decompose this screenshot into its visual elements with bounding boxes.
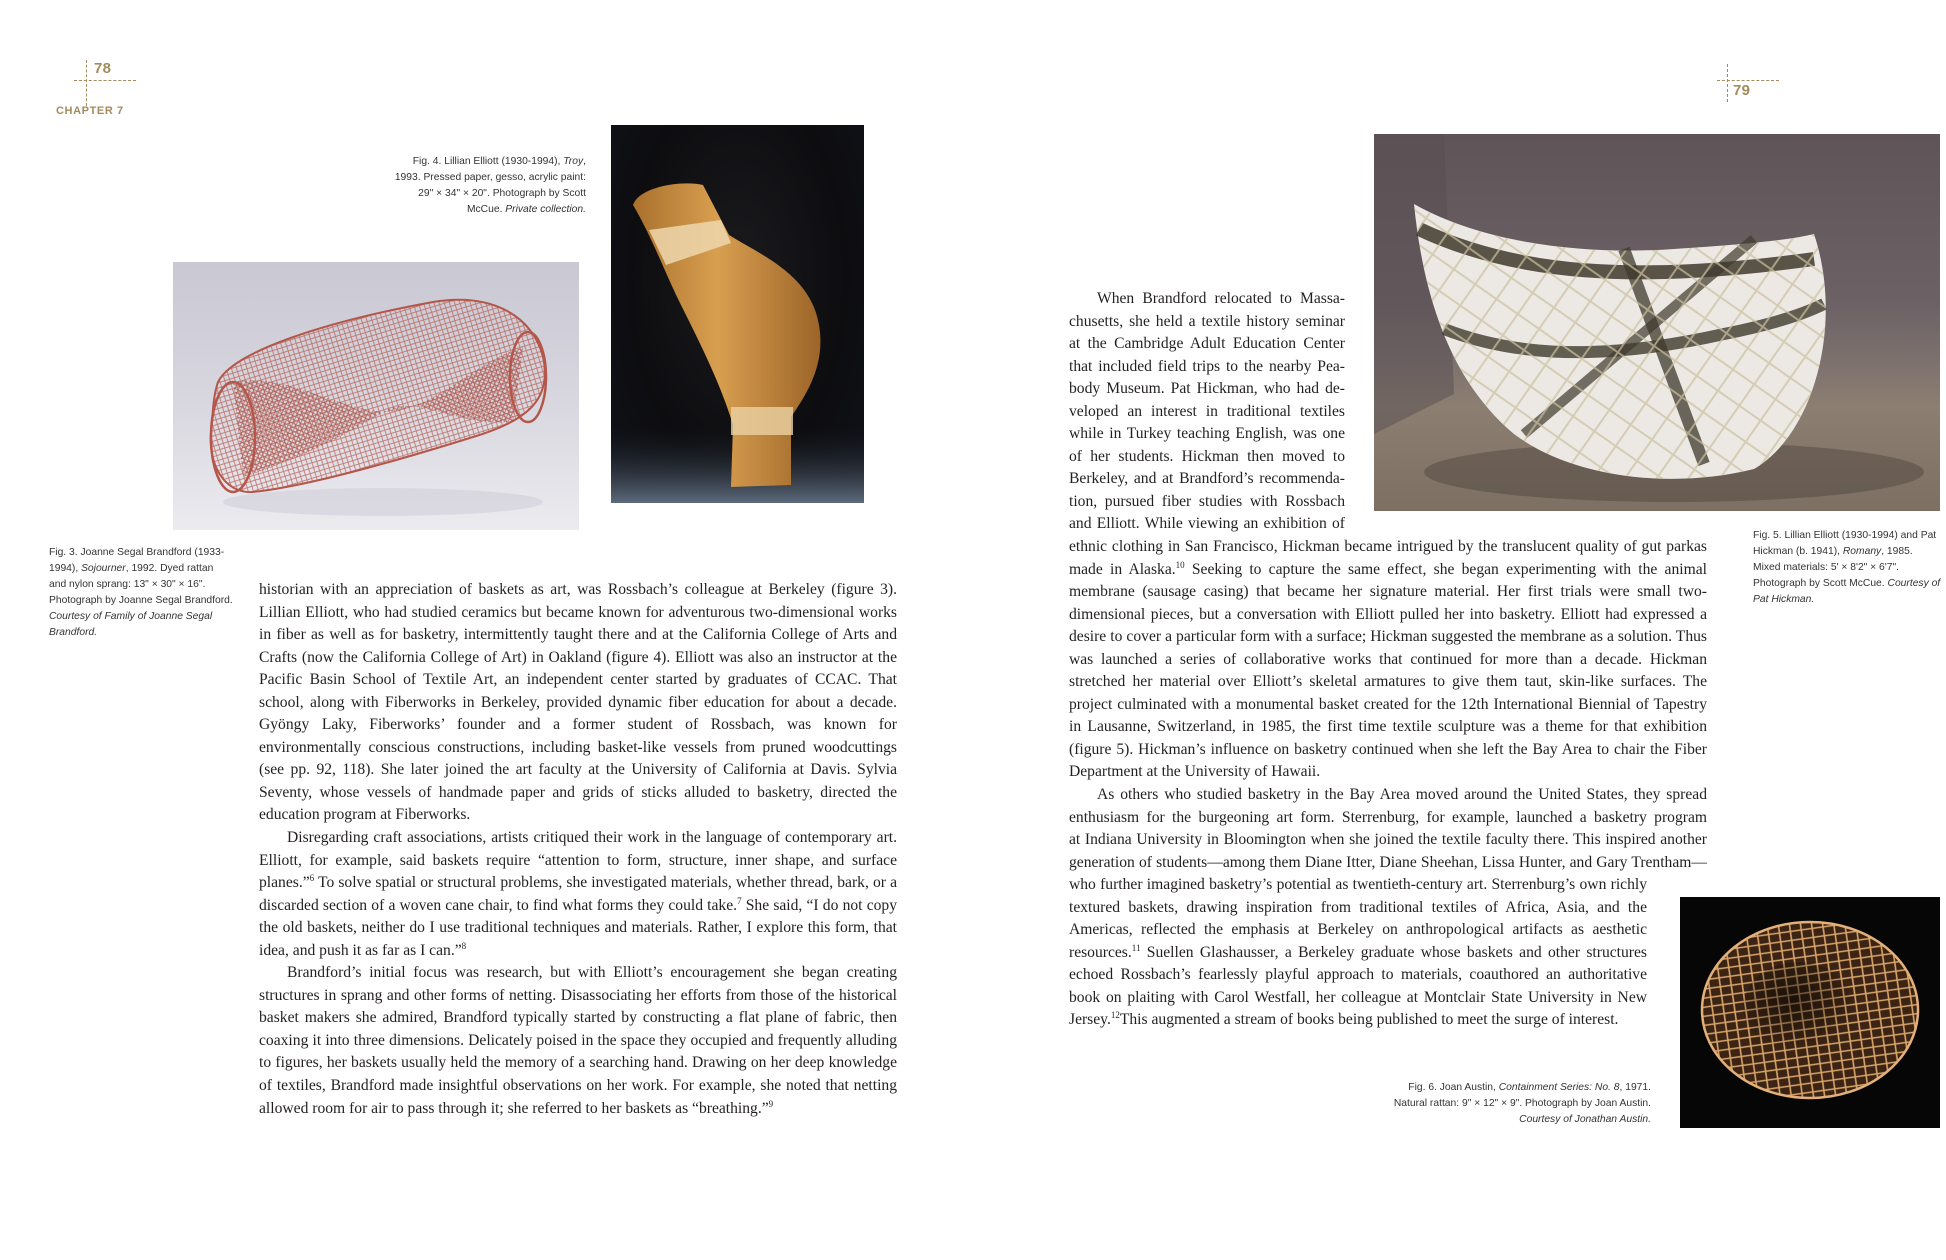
- body-paragraph: ethnic clothing in San Francisco, Hickman became intrigued by the translucent quality of gut parkas made in Alaska.$^{10}$ Seeking to capture the same effect, she began experimenting with the animal membrane (sausage casing) that became her signature material. Her first trials were small two-dimensional pieces, but a conversation with Elliott pulled her into basketry. Elliott had expressed a desire to cover a particular form with a surface; Hickman suggested the membrane as a solution. Thus was launched a series of collaborative works that continued for more than a decade. Hickman stretched her material over Elliott’s skeletal armatures to give them taut, skin-like surfaces. The project culminated with a monumental basket created for the 12th International Biennial of Tapestry in Lausanne, Switzerland, in 1985, the first time textile sculpture was a theme for that exhibition (figure 5). Hickman’s influence on basketry continued when she left the Bay Area to chair the Fiber Department at the University of Hawaii.: [1069, 538, 1707, 781]
- text-line: that included field trips to the nearby Pea-: [1069, 357, 1345, 375]
- rattan-basket-illustration: [1680, 897, 1940, 1128]
- text-line: generation of students—among them Diane Itter, Diane Sheehan, Lissa Hunter, and Gary Trentham—: [1069, 853, 1707, 871]
- text-line: Berkeley, and at Brandford’s recommenda-: [1069, 470, 1345, 488]
- page-number-right: 79: [1733, 82, 1751, 99]
- romany-basket-illustration: [1374, 134, 1940, 511]
- folio-crosshair-vertical: [1727, 64, 1728, 102]
- left-page-body: [259, 579, 897, 1120]
- text-line: and Elliott. While viewing an exhibition of: [1069, 515, 1345, 533]
- sprang-basket-illustration: [173, 262, 579, 530]
- text-line: body Museum. Pat Hickman, who had de-: [1069, 380, 1345, 398]
- figure-5-caption: Fig. 5. Lillian Elliott (1930-1994) and Pat Hickman (b. 1941), Romany, 1985. Mixed materials: 5' × 8'2" × 6'7". Photograph by Scott McCue. Courtesy of Pat Hickman.: [1753, 530, 1941, 605]
- footnote-marker: 6: [309, 872, 315, 883]
- footnote-marker: 9: [768, 1098, 774, 1109]
- folio-crosshair-vertical: [86, 60, 87, 106]
- figure-6-image: [1680, 897, 1940, 1128]
- folio-crosshair-horizontal: [74, 80, 136, 81]
- footnote-marker: 7: [737, 895, 742, 906]
- text-line: As others who studied basketry in the Bay Area moved around the United States, they spread: [1097, 786, 1707, 803]
- body-paragraph: Brandford’s initial focus was research, but with Elliott’s encouragement she began creating structures in sprang and other forms of netting. Disassociating her efforts from those of the historical basket makers she admired, Brandford typically started by constructing a flat plane of fabric, then coaxing it into three dimensions. Delicately poised in the space they occupied and frequently alluding to figures, her baskets usually held the memory of a searching hand. Drawing on her deep knowledge of textiles, Brandford made insightful observations on her work. For example, she noted that netting allowed room for air to pass through it; she referred to her baskets as “breathing.”$^9$: [259, 964, 897, 1117]
- chapter-label: CHAPTER 7: [56, 105, 124, 117]
- text-line: of her students. Hickman then moved to: [1069, 447, 1345, 465]
- footnote-marker: 10: [1175, 559, 1185, 570]
- text-line: chusetts, she held a textile history seminar: [1069, 312, 1345, 330]
- text-line: When Brandford relocated to Massa-: [1097, 290, 1345, 307]
- figure-3-caption: Fig. 3. Joanne Segal Brandford (1933-1994), Sojourner, 1992. Dyed rattan and nylon sprang: 13" × 30" × 16". Photograph by Joanne Segal Brandford. Courtesy of Family of Joanne Segal Brandford.: [49, 547, 233, 638]
- figure-4-image: [611, 125, 864, 503]
- right-page-wide-text: [1069, 536, 1707, 784]
- footnote-marker: 11: [1131, 942, 1141, 953]
- body-paragraph: historian with an appreciation of baskets as art, was Rossbach’s colleague at Berkeley (figure 3). Lillian Elliott, who had studied ceramics but became known for adventurous two-dimensional works in fiber as well as for basketry, intermittently taught there and at the California College of Arts and Crafts (now the California College of Art) in Oakland (figure 4). Elliott was also an instructor at the Pacific Basin School of Textile Art, an independent center started by graduates of CCAC. That school, along with Fiberworks in Berkeley, provided dynamic fiber education for about a decade. Gyöngy Laky, Fiberworks’ founder and a former student of Rossbach, was known for environmentally conscious constructions, including basket-like vessels from pruned woodcuttings (see pp. 92, 118). She later joined the art faculty at the University of California at Davis. Sylvia Seventy, whose vessels of handmade paper and grids of sticks alluded to basketry, directed the education program at Fiberworks.: [259, 581, 897, 824]
- footnote-marker: 8: [461, 940, 467, 951]
- figure-6-caption: Fig. 6. Joan Austin, Containment Series: No. 8, 1971. Natural rattan: 9" × 12" × 9". Photograph by Joan Austin. Courtesy of Jonathan Austin.: [1393, 1082, 1651, 1125]
- text-line: at Indiana University in Bloomington when she joined the textile faculty there. This inspired another: [1069, 831, 1707, 849]
- right-page-paragraph-b-wide: [1069, 784, 1707, 874]
- body-paragraph: who further imagined basketry’s potential as twentieth-century art. Sterrenburg’s own richly textured baskets, drawing inspiration from traditional textiles of Africa, Asia, and the Americas, reflected the emphasis at Berkeley on anthropological artifacts as aesthetic resources.$^{11}$ Suellen Glashausser, a Berkeley graduate whose baskets and other structures echoed Rossbach’s fearlessly playful approach to materials, coauthored an authoritative book on plaiting with Carol Westfall, her colleague at Montclair State University in New Jersey.$^{12}$This augmented a stream of books being published to meet the surge of interest.: [1069, 876, 1647, 1029]
- folio-crosshair-horizontal: [1717, 80, 1779, 81]
- text-line: tion, pursued fiber studies with Rossbach: [1069, 492, 1345, 510]
- figure-5-image: [1374, 134, 1940, 511]
- text-line: veloped an interest in traditional textiles: [1069, 402, 1345, 420]
- text-line: at the Cambridge Adult Education Center: [1069, 335, 1345, 353]
- figure-4-caption: Fig. 4. Lillian Elliott (1930-1994), Troy, 1993. Pressed paper, gesso, acrylic paint: 29" × 34" × 20". Photograph by Scott McCue. Private collection.: [394, 156, 586, 215]
- text-line: enthusiasm for the burgeoning art form. Sterrenburg, for example, launched a basketry program: [1069, 808, 1707, 826]
- body-paragraph: Disregarding craft associations, artists critiqued their work in the language of contemporary art. Elliott, for example, said baskets require “attention to form, structure, inner shape, and surface planes.”$^6$ To solve spatial or structural problems, she investigated materials, whether thread, bark, or a discarded section of a woven cane chair, to find what forms they could take.$^7$ She said, “I do not copy the old baskets, neither do I use traditional techniques and materials. Rather, I explore this form, that idea, and push it as far as I can.”$^8$: [259, 829, 897, 959]
- text-line: while in Turkey teaching English, was one: [1069, 425, 1345, 443]
- footnote-marker: 12: [1110, 1010, 1120, 1021]
- figure-3-image: [173, 262, 579, 530]
- right-page-narrow-column: [1069, 288, 1345, 536]
- right-page-paragraph-b-narrow: [1069, 874, 1647, 1032]
- pressed-paper-vessel-illustration: [611, 125, 864, 503]
- page-number-left: 78: [94, 60, 112, 77]
